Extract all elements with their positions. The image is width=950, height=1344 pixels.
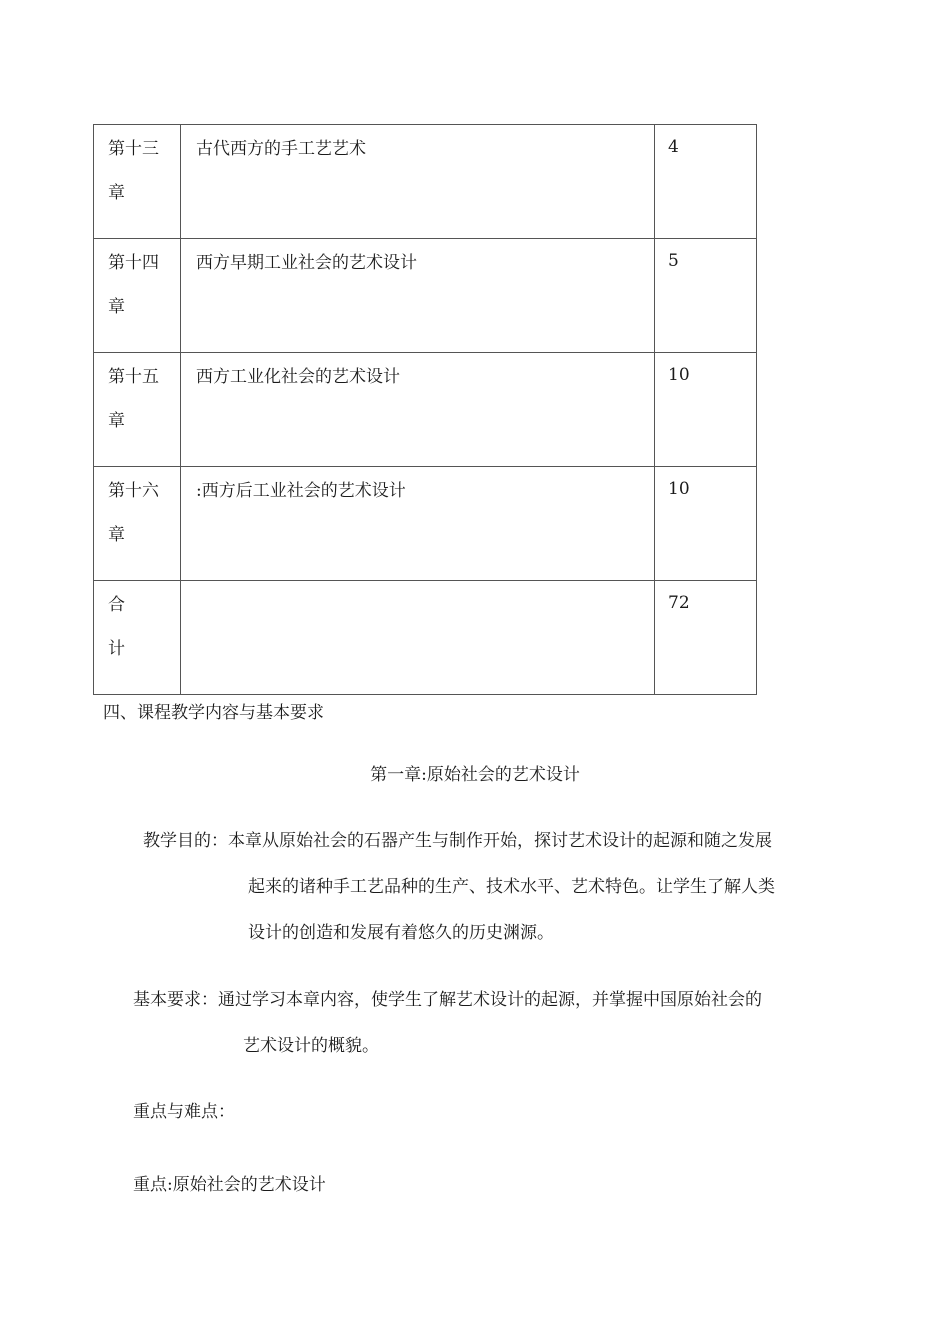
hours-cell — [655, 353, 757, 467]
teaching-goal-line: 设计的创造和发展有着悠久的历史渊源。 — [248, 923, 554, 943]
chapter-title-cell — [181, 239, 655, 353]
total-hours: 72 — [668, 593, 690, 613]
section-heading: 四、课程教学内容与基本要求 — [103, 703, 324, 723]
chapter-title-cell — [181, 125, 655, 239]
chapter-cell — [94, 353, 181, 467]
basic-requirement-line: 艺术设计的概貌。 — [243, 1036, 379, 1056]
table-row — [94, 353, 757, 467]
table-row — [94, 239, 757, 353]
hours-cell — [655, 125, 757, 239]
total-hours-cell — [655, 581, 757, 695]
total-label: 合计 — [108, 595, 125, 659]
key-point: 重点:原始社会的艺术设计 — [133, 1175, 326, 1195]
chapter-number: 第十六章 — [108, 481, 159, 545]
hours-cell — [655, 467, 757, 581]
hours-cell — [655, 239, 757, 353]
chapter-hours: 10 — [668, 479, 690, 499]
total-label-cell — [94, 581, 181, 695]
table-row-total — [94, 581, 757, 695]
chapter-hours: 5 — [668, 251, 679, 271]
chapter-title-cell — [181, 467, 655, 581]
course-hours-table — [93, 124, 757, 695]
chapter-number: 第十五章 — [108, 367, 159, 431]
chapter-number: 第十四章 — [108, 253, 159, 317]
table-row — [94, 125, 757, 239]
chapter-hours: 10 — [668, 365, 690, 385]
key-and-difficult-heading: 重点与难点： — [133, 1102, 235, 1122]
chapter-title-cell — [181, 353, 655, 467]
chapter-title: :西方后工业社会的艺术设计 — [196, 481, 406, 501]
table-row — [94, 467, 757, 581]
chapter-number: 第十三章 — [108, 139, 159, 203]
teaching-goal-line: 起来的诸种手工艺品种的生产、技术水平、艺术特色。让学生了解人类 — [248, 877, 775, 897]
chapter-hours: 4 — [668, 137, 679, 157]
chapter-cell — [94, 467, 181, 581]
basic-requirement-line: 基本要求：通过学习本章内容，使学生了解艺术设计的起源，并掌握中国原始社会的 — [133, 990, 762, 1010]
total-title-cell — [181, 581, 655, 695]
chapter-title: 西方工业化社会的艺术设计 — [196, 367, 400, 387]
chapter-cell — [94, 125, 181, 239]
chapter-heading: 第一章:原始社会的艺术设计 — [370, 765, 580, 785]
chapter-title: 西方早期工业社会的艺术设计 — [196, 253, 417, 273]
chapter-title: 古代西方的手工艺艺术 — [196, 139, 366, 159]
chapter-cell — [94, 239, 181, 353]
teaching-goal-line: 教学目的：本章从原始社会的石器产生与制作开始，探讨艺术设计的起源和随之发展 — [143, 831, 772, 851]
